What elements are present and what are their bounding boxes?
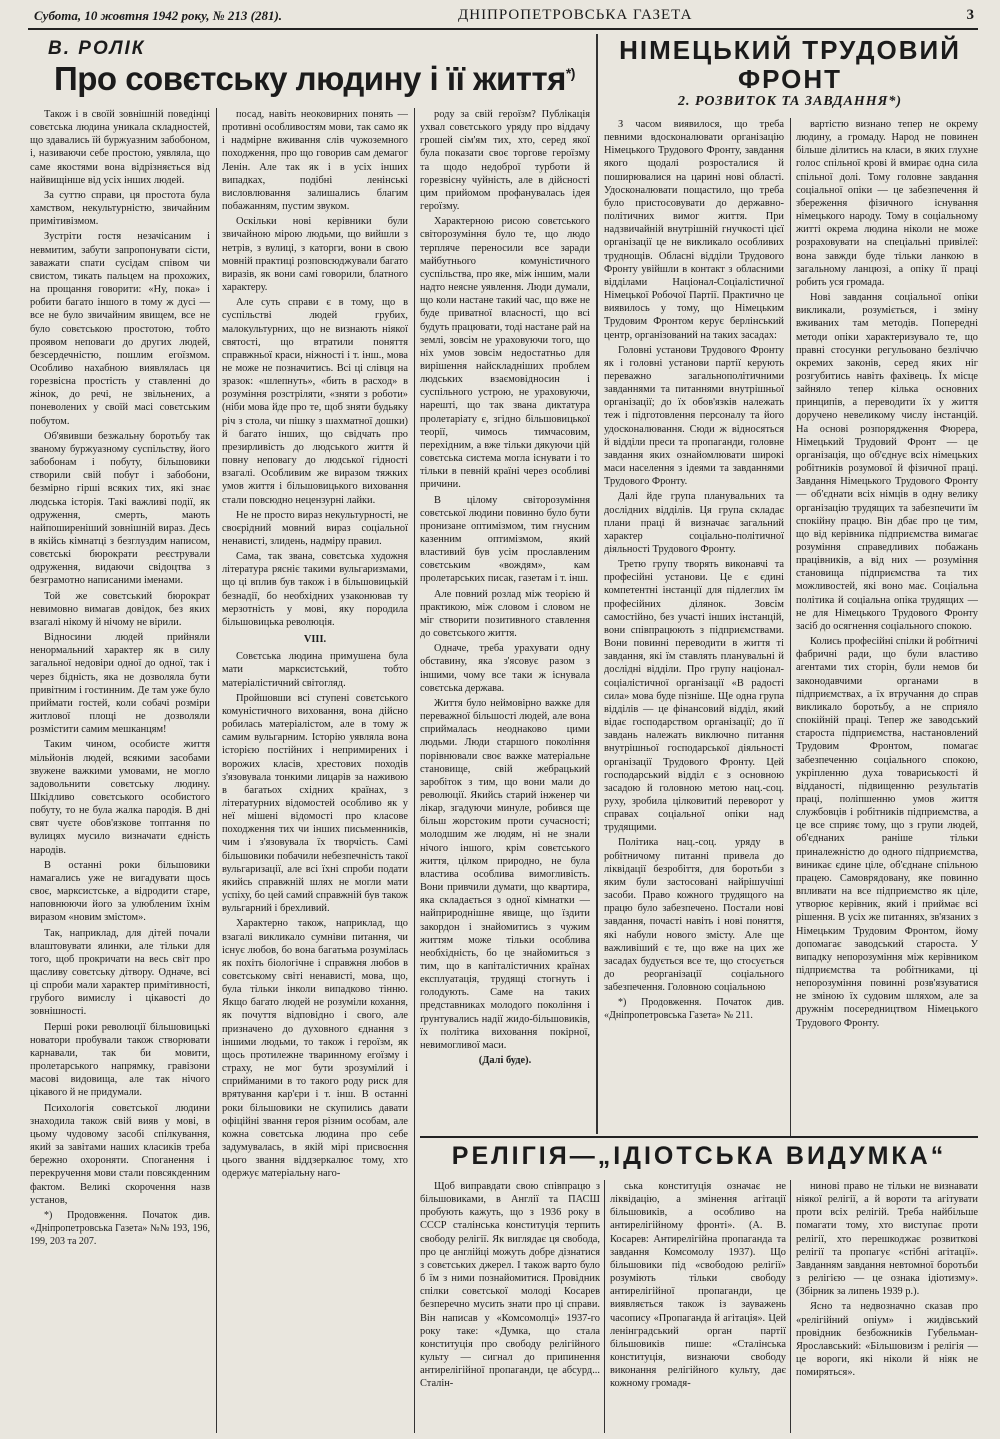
section-number: VIII. (303, 634, 327, 646)
paragraph: Сама, так звана, совєтська художня література рясніє такими вульгаризмами, що ці вплив був також і в більшовицькій безнадії, бо необхідних узаконював ту мерзотність у мові, яку породила більшовицька революція. (222, 551, 408, 628)
paragraph: Політика нац.-соц. уряду в робітничому питанні привела до ліквідації безробіття, для боротьби з яким були застосовані найрішучіші засоби. Право кожного трудящого на працю було забезпечено. Постали нові завдання, почасті навіть і нові поняття, які набули нового змісту. Але ще важливіший є те, що вже на цих же засадах будується все те, що стосується до реорганізації соціального забезпечення. Головною соціальною (604, 837, 784, 994)
paragraph: Але повний розлад між теорією й практикою, між словом і словом не міг створити позитивного ставлення до совєтського життя. (420, 588, 590, 640)
article1-column-1 (30, 108, 210, 1433)
paragraph: Совєтська людина примушена була мати марксистський, тобто матеріалістичний світогляд. (222, 651, 408, 689)
footnote: *) Продовження. Початок див. «Дніпропетровська Газета» № 211. (604, 997, 784, 1022)
paragraph: Життя було неймовірно важке для переважної більшості людей, але вона сприймалась неоднаково цими людьми. Люди старшого покоління порівнювали своє важке матеріальне становище, свій жебрацький заробіток з тим, що вони мали до революції. Якийсь старий інженер чи лікар, згадуючи минуле, робився ще більш жорстоким проти сучасності; молодшим же людям, ні не знали нічого іншого, крім совєтського життя, цілком природно, не була властива особлива вимогливість. Вони привчили думати, що квартира, яка складається з одної кімнатки — найприроднішне явище, що їздити закордон і знайомитись з чужим життям може тільки особлива необхідність, бо це знайомиться з тим, що в капіталістичних країнах експлуатація, трудящі стогнуть і голодують. Саме на таких представниках молодого покоління і ґрунтувались надії жидо-більшовиків, їх політика виховання покірної, невимогливої маси. (420, 697, 590, 1051)
paragraph: Зустріти гостя незачісаним і невмитим, забути запропонувати сісти, заважати спати сусідам співом чи свистом, тикать пальцем на прохожих, на прощання говорити: «Ну, пока» і робити багато іншого в тому ж дусі — все не було звичайним явищем, все не було совєтською простотою, тобто проявом неповаги до других людей, безсердечністю, пошлим егоїзмом. Особливо нахабною виявлялась ця горезвісна простість у ставленні до жінок, до речі, не звільнених, а поневолених у своїй масі совєтським побутом. (30, 231, 210, 427)
article3-column-2 (610, 1180, 786, 1433)
paragraph: Перші роки революції більшовицькі новатори пробували також створювати карнавали, так би мовити, пролетарського напрямку, гравізони масові видовища, але так нічого цікавого й не придумали. (30, 1021, 210, 1099)
column-rule (790, 118, 791, 1136)
page-number: 3 (966, 7, 974, 23)
article-separator (596, 34, 598, 1134)
column-rule (414, 108, 415, 1433)
paragraph: нинові право не тільки не визнавати ніякої релігії, а й вороти та агітувати проти всіх релігій. Треба найбільше помагати тому, хто виступає проти релігії, хто перешкоджає розвиткові релігії та пропагує «стібні агітації». Завданням завдання невтомної боротьби з релігією — це ознака ідіотизму». (Збірник за липень 1939 р.). (796, 1181, 978, 1298)
footnote-mark: *) (565, 65, 575, 81)
article-title-text: Про совєтську людину і її життя (54, 60, 566, 97)
article3-column-1 (420, 1180, 600, 1433)
paragraph: Не не просто вираз некультурності, не своєрідний мовний вираз соціальної ненависті, злидень, надміру правил. (222, 509, 408, 547)
paragraph: Той же совєтський бюрократ невимовно вимагав довідок, без яких взагалі нікому й нічому не вірили. (30, 590, 210, 628)
paragraph: Відносини людей прийняли ненормальний характер як в силу загальної недовіри одної до одної, так і через бідність, яка не дозволяла бути привітним і гостинним. Де там уже було приймати гостей, коли собачі розміри житлової площі не дозволяли розмістити самим мешканцям! (30, 632, 210, 736)
paragraph: Таким чином, особисте життя мільйонів людей, всякими засобами звужене важкими умовами, не могло задовольнити совєтську людину. Шкідливо совєтського особистого побуту, то не була жалка пародія. В дні свят чуєте обов'язкове топтання по вулицях мусило визначати єдність народів. (30, 739, 210, 856)
article1-column-2 (222, 108, 408, 1433)
paragraph: Характерно також, наприклад, що взагалі викликало сумніви питання, чи існує любов, бо вона багатьма розумілась як похіть біологічне і справжня любов в совєтському світі ненависті, мова, що, була тільки інколи випадково тінню. Якщо багато людей не розуміли кохання, як почуття відповідно і свого, але призначено до духовного єднання з іншими людьми, то також і героїзм, як щось протилежне тваринному егоїзму і страху, не мог бути зрозумілий і сприйманими в то такого роду риск для врятування кар'єри і т. інш. В останні роки більшовики не скупились давати офіційні звання героя різним особам, але кожна совєтська людина про себе задумувалась, в якій мірі присвоєння цього звання віддзеркалює тому, хто одержує матеріальну наго- (222, 918, 408, 1180)
article-title (54, 60, 594, 98)
article2-column-2 (796, 118, 978, 1136)
article2-title: НІМЕЦЬКИЙ ТРУДОВИЙ ФРОНТ (619, 35, 961, 94)
newspaper-name: ДНІПРОПЕТРОВСЬКА ГАЗЕТА (458, 7, 693, 23)
paragraph: ська конституція означає не ліквідацію, а змінення агітації більшовиків, а особливо на антирелігійному фронті». (А. В. Косарев: Антирелігійна пропаганда та завдання Комсомолу 1937). Що більшовики під «свободою релігії» розуміють тільки свободу антирелігійної пропаганди, це виявляється також із зауважень часопису «Пропаганда й агітація». Цей ленінградський орган партії більшовиків пише: «Сталінська конституція, визнаючи свободу виконання релігійного культу, дає кожному громадя- (610, 1181, 786, 1390)
paragraph: Нові завдання соціальної опіки викликали, розуміється, і зміну вживаних там методів. Попередні методи опіки характеризувало те, що правні стосунки регульовано безліччю окремих законів, серед яких ніг розгубитись навіть фахівець. Їх місце зайняло тепер кілька основних принципів, а переводити їх у життя доручено невеликому числу інстанцій. На основі розпорядження Фюрера, Німецький Трудовий Фронт — це організація, що об'єднує всіх німецьких робітників розумової й фізичної праці. Завдання Німецького Трудового Фронту — об'єднати всіх німців в одну велику організацію трудящих та забезпечити їм спокійну працю. Він дбає про це тим, що від керівника підприємства вимагає розуміння справедливих побажань працівників, а від них — розуміння становища підприємства та тих можливостей, які воно має. Соціальна політика й соціальна опіка трудящих — не для Німецького Трудового Фронту засіб до осягнення соціального спокою. (796, 292, 978, 632)
paragraph: Одначе, треба урахувати одну обставину, яка з'ясовує разом з іншими, чому все таки ж існувала совєтська держава. (420, 643, 590, 694)
column-rule (216, 108, 217, 1433)
section-divider (420, 1136, 978, 1138)
paragraph: Психологія совєтської людини знаходила також свій вияв у мові, в цьому чудовому засобі спілкування, який за завітами наших класиків треба бережно охороняти. Споганення і перекручення мови стали повсякденним фактом. Великі скорочення назв установ, (30, 1102, 210, 1206)
masthead (28, 4, 978, 30)
article3-title: РЕЛІГІЯ—„ІДІОТСЬКА ВИДУМКА“ (451, 1142, 947, 1170)
paragraph: Далі йде група планувальних та дослідних відділів. Ця група складає плани праці й визначає загальний характер соціально-політичної діяльності Трудового Фронту. (604, 491, 784, 555)
article2-column-1 (604, 118, 784, 1136)
paragraph: Так, наприклад, для дітей почали влаштовувати ялинки, але тільки для того, щоб прокричати на весь світ про щасливу совєтську дітвору. Одначе, всі ці спроби мали характер примітивності, грубого вимислу і цікавості до зовнішності. (30, 927, 210, 1018)
paragraph: В цілому світорозуміння совєтської людини повинно було бути пронизане оптимізмом, тим гнусним казенним оптимізмом, який властивий був усім прославленим совєтським «вождям», кам пролетарських писак, газетам і т. інш. (420, 494, 590, 585)
paragraph: роду за свій героїзм? Публікація ухвал совєтського уряду про віддачу грошей сім'ям тих, хто, серед якої була показати своє торгове героїзму та щодо недоброї турботи й горезвісну чуйність, але в дійсності цим прийомом профанувалась ідея героїзму. (420, 109, 590, 213)
column-rule (790, 1180, 791, 1433)
paragraph: В останні роки більшовики намагались уже не вигадувати щось своє, марксистське, а відродити старе, наповнюючи його за улюбленим їхнім виразом «новим змістом». (30, 859, 210, 924)
paragraph: Але суть справи є в тому, що в суспільстві людей грубих, малокультурних, що не визнають ніякої святості, що втратили поняття справжньої краси, ніжності і т. інш., мова не може не позначитись. Всі ці слівця на зразок: «шлепнуть», «бить в расход» в розуміння розстріляти, «зняти з роботи» (ніби мова йде про те, щоб зняти будьяку річ з стола, чи пішку з шахматної дошки) й багато інших, що свідчать про презирливість до людського життя й повну неповагу до людської гідності взагалі. Особливим же виразом тяжких умов життя і більшовицького виховання стали повсюдно нецензурні лайки. (222, 297, 408, 506)
paragraph: посад, навіть неоковирних понять — противні особливостям мови, так само як і надмірне вживання слів чужоземного походження, про що говорив сам демагог Ленін. Але так як і в усіх інших випадках, подібні ленінські висловлювання залишались благим побажанням, пустим звуком. (222, 109, 408, 213)
paragraph: Головні установи Трудового Фронту як і головні установи партії керують переважно загальнополітичними завданнями та питаннями внутрішньої організації; до їх обов'язків належать теж і підготовлення персоналу та його удосконалювання. Сюди ж відносяться й відділи преси та пропаганди, головне завдання яких ознайомлювати широкі маси населення з ідеями та завданнями Трудового Фронту. (604, 344, 784, 488)
paragraph: Щоб виправдати свою співпрацю з більшовиками, в Англії та ПАСШ пробують кажуть, що з 1936 року в СССР сталінська конституція терпить свободу релігії. Як виглядає ця свобода, про це англійці можуть добре дізнатися з совєтських джерел. І також варто було б їм з ними познайомитися. Провідник спілки совєтської молоді Косарев безперечно мусить знати про ці справи. Він написав у «Комсомолці» 1937-го року таке: «Думка, що стала конституція про свободу релігійного культу — сигнал до припинення антирелігійної пропаганди, це абсурд... Сталін- (420, 1181, 600, 1390)
article3-column-3 (796, 1180, 978, 1433)
paragraph: За суттю справи, ця простота була хамством, некультурністю, звичайним примітивізмом. (30, 189, 210, 228)
issue-date: Субота, 10 жовтня 1942 року, № 213 (281). (34, 8, 283, 23)
article-author: В. РОЛІК (48, 38, 146, 59)
continued-note: (Далі буде). (478, 1055, 532, 1067)
paragraph: Пройшовши всі ступені совєтського комуністичного виховання, вона дійсно робилась матеріалістом, але в тому ж самим вульгарним. Історію уявляла вона історією постійних і непримирених і ворожих класів, хрестових походів з'язовувала тонкими лицарів за наживою в багатьох східних країнах, з літературних відомостей особливо як у неї мішені відомості про класове походження тих чи інших письменників, чим і з'язовувала їх творчість. Самі більшовики побачили небезпечність такої вульгаризації, але всі їхні спроби подати якийсь справжній шлях не могли мати успіху, бо цей самий справжній був також вульгарний і брехливий. (222, 692, 408, 915)
footnote: *) Продовження. Початок див. «Дніпропетровська Газета» №№ 193, 196, 199, 203 та 207. (30, 1209, 210, 1248)
paragraph: Ясно та недвозначно сказав про «релігійний опіум» і жидівський провідник безбожників Губельман-Ярославський: «Більшовизм і релігія — це вороги, які ніколи й ніяк не помиряться». (796, 1301, 978, 1379)
paragraph: Третю групу творять виконавчі та професійні установи. Це є єдині компетентні інстанції для підлеглих їм професійних ділянок. Зовсім самостійно, без участі інших інстанцій, вони співпрацюють з підприємствами. Вони повинні переводити в життя ті завдання, які їм ставлять планувальні й дослідні відділи. Про групу націонал-соціалістичної організації «В радості сила» мова буде пізніше. Ще одна група відділів — це фінансовий відділ, який відає господарством організації; до її завдань належать виключно питання внутрішньої господарської діяльності організації Трудового Фронту. Цей господарський відділ є з основною засадою й головною метою нац.-соц. руху, зробила цілковитий переворот у справах соціальної опіки над трудящими. (604, 559, 784, 834)
column-rule (604, 1180, 605, 1433)
article2-subtitle: 2. РОЗВИТОК ТА ЗАВДАННЯ*) (677, 94, 903, 109)
paragraph: Об'явивши безжальну боротьбу так званому буржуазному суспільству, його забобонам і побуту, більшовики створили свій побут і забобони, безмірно гірші всяких тих, які знає людська історія. Такі важливі події, як одруження, смерть, мають найпоширеніший зовнішній вираз. Десь в якійсь кімнатці з безглуздим написом, совєтські бюрократи реєстрували одруження, видаючи свідоцтва з безграмотно написаними іменами. (30, 430, 210, 587)
paragraph: Колись професійні спілки й робітничі фабричні ради, що були властиво агентами тих сторін, були немов би законодавчими органами в підприємствах, а їх втручання до справ викликало боротьбу, а не сприяло спокійній праці. Тепер же заводський староста підприємства, настановлений Трудовим Фронтом, помагає забезпеченню соціального спокою, укріпленню духа товариськості й відданості, підвищенню результатів праці, поліпшенню умов життя службовців і робітників підприємства, а це все сприяє тому, що з групи людей, об'єднаних раніше тільки приналежністю до одного підприємства, виникає єдине ціле, об'єднане спільною працею. Самоврядовану, яке повинно впливати на все підприємство як ціле, утворює керівник, який і приймає всі рішення. В усіх же питаннях, зв'язаних з Німецьким Трудовим Фронтом, йому допомагає заводський староста. У випадку непорозуміння між керівником підприємства та робітниками, ці непорозуміння повинні розв'язуватися не зміною їх судовим шляхом, але за дружнім посередництвом Німецького Трудового Фронту. (796, 636, 978, 1029)
paragraph: Характерною рисою совєтського світорозуміння було те, що людо терпляче переносили все заради майбутнього комуністичного суспільства, про яке, між іншим, мали надто неясне уявлення. Люди думали, що коли настане такий час, що вже не буде приватної власності, що всі будуть працювати, тоді настане рай на землі, зовсім не ураховуючи того, що ніх умов зовсім недостатньо для вирішення найскладніших проблем людських взаємовідносин і суспільного устрою, не ураховуючи, нарешті, що так звана диктатура пролетаріату є, згідно більшовицької теорії, чимось тимчасовим, перехідним, а вже тільки дякуючи цій совєтська система могла існувати і то тільки в певній країні через особливі причини. (420, 216, 590, 491)
article1-column-3 (420, 108, 590, 1123)
paragraph: вартістю визнано тепер не окрему людину, а громаду. Народ не повинен більше ділитись на класи, в яких глухне голос спільної крові й вмирає одна сила спільної долі. Тому головне завдання соціальної опіки — це забезпечення й збереження фізичного існування німецького народу. Тому в соціальному житті окрема людина ніколи не може розраховувати на спеціальні привілеї: вона завжди буде тільки ланкою в загальному ланцюзі, а опіку її праці робить уся громада. (796, 119, 978, 288)
paragraph: Також і в своїй зовнішній поведінці совєтська людина уникала складностей, що здавались їй буржуазним забобоном, і, називаючи себе простою, уявляла, що саме якостями вона відрізняється від найвищінше від усіх інших людей. (30, 109, 210, 186)
paragraph: З часом виявилося, що треба певними вдосконалювати організацію Німецького Трудового Фронту, завдання якого щодалі розросталися й поширювалися на царині нові області. Удосконалювати пощастило, що треба було пристосовувати до державно-політичних вимог життя. При надзвичайній внутрішній гнучкості цієї організації це не викликало особливих труднощів. Обласні відділи Трудового Фронту увійшли в контакт з обласними відділами Націонал-Соціалістичної Німецької Робочої Партії. Практично це виявилось у тому, що Німецьким Трудовим Фронтом керує берлінський центр, організований на таких засадах: (604, 119, 784, 341)
paragraph: Оскільки нові керівники були звичайною мірою людьми, що вийшли з нетрів, з вулиці, з каторги, вони в свою мовній практиці розповсюджували багато виразів, як вони самі говорили, блатного характеру. (222, 216, 408, 294)
